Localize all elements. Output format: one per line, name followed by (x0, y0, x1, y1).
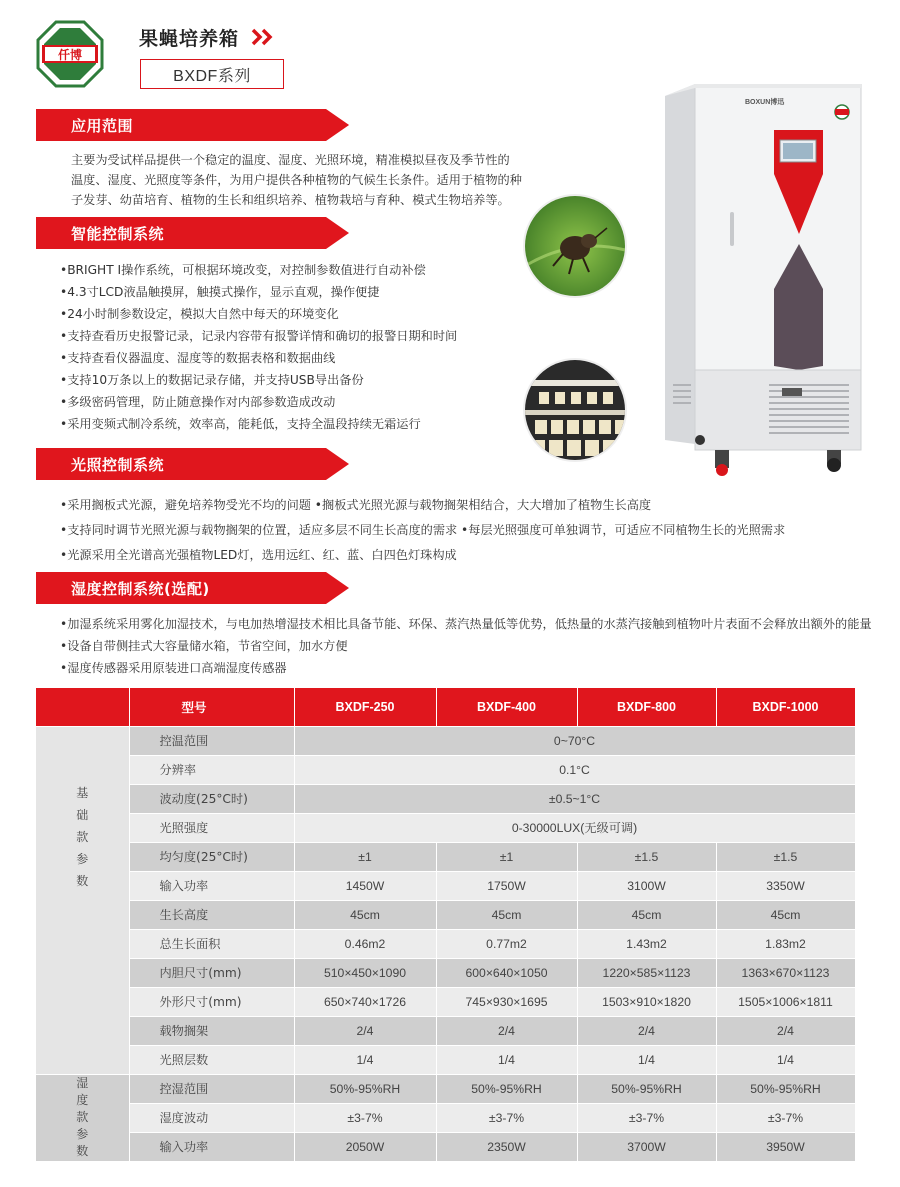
table-cell: 745×930×1695 (436, 987, 577, 1016)
table-cell: 1/4 (294, 1045, 436, 1074)
list-item: •设备自带侧挂式大容量储水箱，节省空间，加水方便 (60, 639, 348, 653)
table-cell: ±3-7% (716, 1103, 855, 1132)
table-cell: 50%-95%RH (577, 1074, 716, 1103)
table-cell: 2/4 (436, 1016, 577, 1045)
table-cell: 控湿范围 (129, 1074, 294, 1103)
table-row (36, 871, 855, 900)
table-row (36, 784, 855, 813)
application-description: 主要为受试样品提供一个稳定的温度、湿度、光照环境，精准模拟昼夜及季节性的 温度、湿度、光照度等条件，为用户提供各种植物的气候生长条件。适用于植物的种 子发芽、幼苗培育、植物的生长和组织培养、植物栽培与育种、模式生物培养等。 (71, 153, 522, 207)
table-cell: 分辨率 (129, 755, 294, 784)
table-cell: 均匀度(25°C时) (129, 842, 294, 871)
list-item: •湿度传感器采用原装进口高端湿度传感器 (60, 661, 287, 675)
table-cell: 1/4 (436, 1045, 577, 1074)
humidity-feature-list (60, 613, 872, 679)
table-cell: 0.46m2 (294, 929, 436, 958)
table-cell: 50%-95%RH (436, 1074, 577, 1103)
table-cell: 0~70°C (294, 726, 855, 755)
list-item: •采用变频式制冷系统，效率高，能耗低，支持全温段持续无霜运行 (60, 417, 421, 431)
list-item: •支持10万条以上的数据记录存储，并支持USB导出备份 (60, 373, 364, 387)
group-label-basic: 基 础 款 参 数 (36, 726, 129, 1074)
table-cell: 1220×585×1123 (577, 958, 716, 987)
table-cell: 1.43m2 (577, 929, 716, 958)
table-cell: ±3-7% (294, 1103, 436, 1132)
table-cell: ±1 (436, 842, 577, 871)
table-row (36, 1103, 855, 1132)
table-cell: 1750W (436, 871, 577, 900)
table-cell: ±1 (294, 842, 436, 871)
table-cell: 输入功率 (129, 1132, 294, 1161)
table-cell: 输入功率 (129, 871, 294, 900)
table-cell: 波动度(25°C时) (129, 784, 294, 813)
table-cell: 50%-95%RH (716, 1074, 855, 1103)
table-cell: 1503×910×1820 (577, 987, 716, 1016)
group-label-humidity: 湿 度 款 参 数 (36, 1074, 129, 1161)
table-cell: 载物搁架 (129, 1016, 294, 1045)
list-item: •24小时制参数设定，模拟大自然中每天的环境变化 (60, 307, 339, 321)
column-header: BXDF-800 (577, 688, 716, 726)
table-row (36, 958, 855, 987)
cultivation-photo (523, 358, 627, 462)
table-cell: 湿度波动 (129, 1103, 294, 1132)
table-cell: 3100W (577, 871, 716, 900)
table-cell: 1/4 (716, 1045, 855, 1074)
list-item: •4.3寸LCD液晶触摸屏，触摸式操作，显示直观，操作便捷 (60, 285, 380, 299)
table-cell: 1/4 (577, 1045, 716, 1074)
table-cell: 50%-95%RH (294, 1074, 436, 1103)
table-row (36, 813, 855, 842)
table-row (36, 1132, 855, 1161)
control-feature-list (60, 259, 457, 435)
section-title: 光照控制系统 (71, 455, 165, 474)
table-row (36, 1016, 855, 1045)
table-cell: 650×740×1726 (294, 987, 436, 1016)
table-cell: 总生长面积 (129, 929, 294, 958)
column-header: BXDF-400 (436, 688, 577, 726)
svg-text:仟博: 仟博 (57, 48, 83, 62)
table-cell: 2350W (436, 1132, 577, 1161)
list-item: •支持查看历史报警记录，记录内容带有报警详情和确切的报警日期和时间 (60, 329, 458, 343)
table-cell: 3950W (716, 1132, 855, 1161)
list-item: •BRIGHT I操作系统，可根据环境改变，对控制参数值进行自动补偿 (60, 263, 426, 277)
table-cell: 45cm (294, 900, 436, 929)
table-cell: 0.77m2 (436, 929, 577, 958)
beetle-photo (523, 194, 627, 298)
table-cell: 光照强度 (129, 813, 294, 842)
table-cell: 45cm (577, 900, 716, 929)
table-cell: 1363×670×1123 (716, 958, 855, 987)
page-title: 果蝇培养箱 (139, 27, 240, 50)
table-cell: 2/4 (294, 1016, 436, 1045)
list-item: •多级密码管理，防止随意操作对内部参数造成改动 (60, 395, 336, 409)
table-cell: 外形尺寸(mm) (129, 987, 294, 1016)
section-banner-lighting (36, 448, 350, 480)
chevron-right-icon (251, 28, 275, 46)
table-row (36, 929, 855, 958)
table-cell: 3700W (577, 1132, 716, 1161)
table-row (36, 900, 855, 929)
section-banner-application (36, 109, 350, 141)
table-cell: 0-30000LUX(无级可调) (294, 813, 855, 842)
table-cell: ±1.5 (577, 842, 716, 871)
table-row (36, 755, 855, 784)
table-cell: 3350W (716, 871, 855, 900)
list-item: •支持查看仪器温度、湿度等的数据表格和数据曲线 (60, 351, 336, 365)
section-title: 应用范围 (71, 116, 134, 135)
column-header: BXDF-1000 (716, 688, 855, 726)
table-cell: 2/4 (577, 1016, 716, 1045)
table-cell: 1450W (294, 871, 436, 900)
table-cell (36, 688, 129, 726)
table-row (36, 726, 855, 755)
incubator-product-image (665, 84, 865, 478)
section-title: 湿度控制系统(选配) (71, 579, 210, 598)
table-cell: 控温范围 (129, 726, 294, 755)
series-label: BXDF系列 (140, 59, 284, 89)
table-header-row (36, 688, 855, 726)
svg-text:BOXUN博迅: BOXUN博迅 (745, 99, 785, 106)
table-row (36, 1074, 855, 1103)
column-header: 型号 (129, 688, 294, 726)
list-item: •采用搁板式光源，避免培养物受光不均的问题 •搁板式光照光源与载物搁架相结合，大大增加了植物生长高度 (60, 498, 652, 512)
table-cell: 45cm (716, 900, 855, 929)
list-item: •支持同时调节光照光源与载物搁架的位置，适应多层不同生长高度的需求 •每层光照强度可单独调节，可适应不同植物生长的光照需求 (60, 523, 786, 537)
table-cell: 光照层数 (129, 1045, 294, 1074)
table-cell: 生长高度 (129, 900, 294, 929)
table-cell: 0.1°C (294, 755, 855, 784)
table-cell: 600×640×1050 (436, 958, 577, 987)
table-row (36, 987, 855, 1016)
list-item: •加湿系统采用雾化加湿技术，与电加热增湿技术相比具备节能、环保、蒸汽热量低等优势，低热量的水蒸汽接触到植物叶片表面不会释放出额外的能量 (60, 617, 872, 631)
table-cell: 2050W (294, 1132, 436, 1161)
brand-logo (36, 20, 104, 88)
section-banner-control (36, 217, 350, 249)
section-title: 智能控制系统 (71, 224, 165, 243)
section-banner-humidity (36, 572, 350, 604)
table-cell: 45cm (436, 900, 577, 929)
table-cell: 内胆尺寸(mm) (129, 958, 294, 987)
list-item: •光源采用全光谱高光强植物LED灯，选用远红、红、蓝、白四色灯珠构成 (60, 548, 457, 562)
table-cell: 1505×1006×1811 (716, 987, 855, 1016)
table-cell: ±3-7% (577, 1103, 716, 1132)
spec-table (36, 688, 856, 1162)
table-cell: ±1.5 (716, 842, 855, 871)
table-row (36, 1045, 855, 1074)
table-cell: 2/4 (716, 1016, 855, 1045)
lighting-feature-list (60, 493, 785, 568)
table-row (36, 842, 855, 871)
table-cell: 510×450×1090 (294, 958, 436, 987)
table-cell: 1.83m2 (716, 929, 855, 958)
column-header: BXDF-250 (294, 688, 436, 726)
table-cell: ±0.5~1°C (294, 784, 855, 813)
table-cell: ±3-7% (436, 1103, 577, 1132)
